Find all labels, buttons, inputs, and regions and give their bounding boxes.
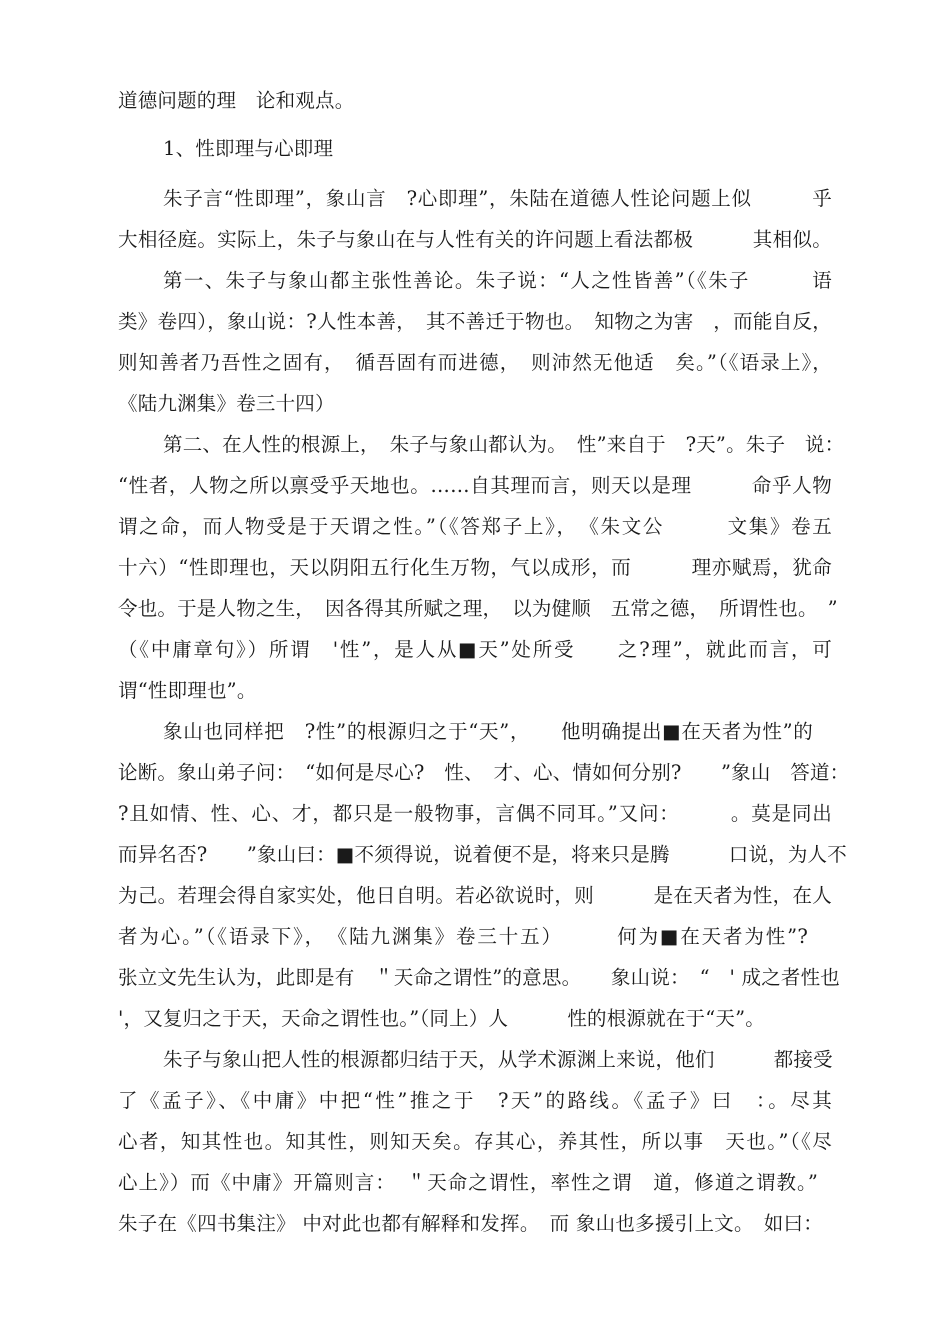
text-line: 象山也同样把 ?性”的根源归之于“天”， 他明确提出■在天者为性”的 [163,720,813,743]
text-line: 论断。象山弟子问： “如何是尽心? 性、 才、心、情如何分别? ”象山 答道： [118,761,850,784]
text-line: 十六）“性即理也，天以阴阳五行化生万物，气以成形，而 理亦赋焉，犹命 [118,556,832,579]
text-line: 朱子言“性即理”，象山言 ?心即理”，朱陆在道德人性论问题上似 乎 [163,187,832,210]
text-line: 令也。于是人物之生， 因各得其所赋之理， 以为健顺 五常之德， 所谓性也。 ” [118,597,838,620]
text-line: 第二、在人性的根源上， 朱子与象山都认为。 性”来自于 ?天”。朱子 说： [163,433,845,456]
text-line: 《陆九渊集》卷三十四） [118,392,335,415]
text-line: 朱子在《四书集注》 中对此也都有解释和发挥。 而 象山也多援引上文。 如曰： [118,1212,823,1235]
text-line: （《中庸章句》）所谓 '性”，是人从■天”处所受 之?理”，就此而言，可 [118,638,832,661]
text-line: 者为心。”（《语录下》， 《陆九渊集》卷三十五） 何为■在天者为性”? [118,925,808,948]
text-line: 为己。若理会得自家实处，他日自明。若必欲说时，则 是在天者为性，在人 [118,884,832,907]
text-line: 而异名否? ”象山曰：■不须得说，说着便不是，将来只是腾 口说，为人不 [118,843,847,866]
text-line: ?且如情、性、心、才，都只是一般物事，言偶不同耳。”又问： 。莫是同出 [118,802,832,825]
text-line: 谓“性即理也”。 [118,679,257,702]
text-line: 道德问题的理 论和观点。 [118,89,355,112]
text-line: 类》卷四），象山说：?人性本善， 其不善迁于物也。 知物之为害 ，而能自反， [118,310,832,333]
text-line: “性者，人物之所以禀受乎天地也。……自其理而言，则天以是理 命乎人物 [118,474,832,497]
text-line: 了《孟子》、《中庸》中把“性”推之于 ?天”的路线。《孟子》曰 ：。尽其 [118,1089,832,1112]
text-line: 大相径庭。实际上，朱子与象山在与人性有关的许问题上看法都极 其相似。 [118,228,832,251]
text-line: 第一、朱子与象山都主张性善论。朱子说：“人之性皆善”（《朱子 语 [163,269,832,292]
text-line: 心上》）而《中庸》开篇则言： ＂天命之谓性，率性之谓 道，修道之谓教。” [118,1171,818,1194]
text-line: 心者，知其性也。知其性，则知天矣。存其心，养其性，所以事 天也。”（《尽 [118,1130,832,1153]
text-line: 张立文先生认为，此即是有 ＂天命之谓性”的意思。 象山说： “ ' 成之者性也 [118,966,840,989]
text-line: 朱子与象山把人性的根源都归结于天，从学术源渊上来说，他们 都接受 [163,1048,833,1071]
text-line: 谓之命，而人物受是于天谓之性。”（《答郑子上》， 《朱文公 文集》卷五 [118,515,832,538]
section-heading: 1、性即理与心即理 [163,137,334,160]
text-line: 则知善者乃吾性之固有， 循吾固有而进德， 则沛然无他适 矣。”（《语录上》， [118,351,832,374]
text-line: '，又复归之于天，天命之谓性也。”（同上）人 性的根源就在于“天”。 [118,1007,765,1030]
